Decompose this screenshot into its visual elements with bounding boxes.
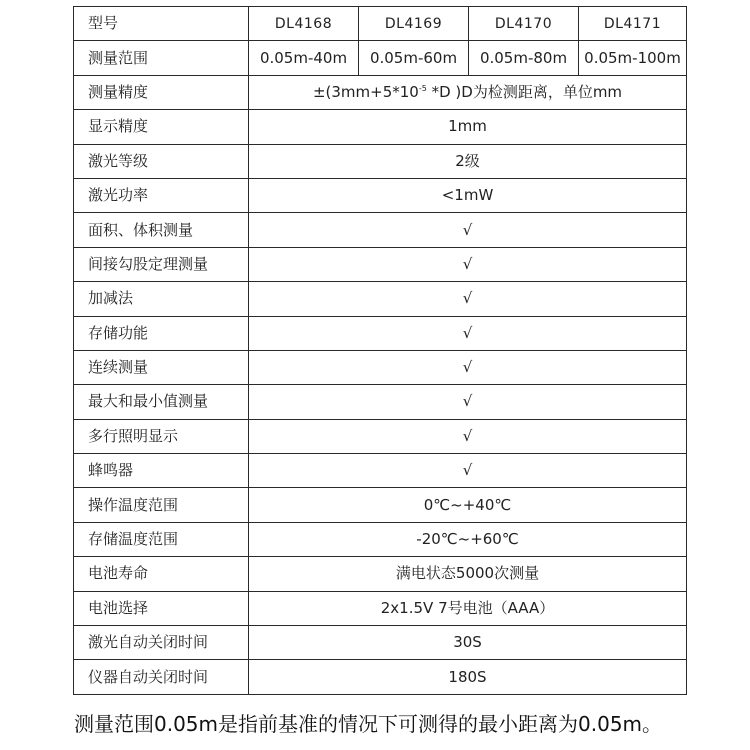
- row-label: 多行照明显示: [74, 419, 249, 453]
- table-row: [74, 282, 687, 316]
- model-dl4170: DL4170: [469, 7, 579, 41]
- range-dl4170: 0.05m-80m: [469, 41, 579, 75]
- row-value: 满电状态5000次测量: [249, 557, 687, 591]
- row-value: 180S: [249, 660, 687, 694]
- table-row-range: [74, 41, 687, 75]
- table-row: [74, 144, 687, 178]
- table-row: [74, 213, 687, 247]
- table-row: [74, 385, 687, 419]
- table-row: [74, 626, 687, 660]
- table-row: [74, 591, 687, 625]
- model-dl4171: DL4171: [579, 7, 687, 41]
- table-row: [74, 316, 687, 350]
- row-label-model: 型号: [74, 7, 249, 41]
- row-label: 加减法: [74, 282, 249, 316]
- row-label: 电池选择: [74, 591, 249, 625]
- row-value: √: [249, 247, 687, 281]
- accuracy-prefix: ±(3mm+5*10: [312, 82, 419, 101]
- row-label: 电池寿命: [74, 557, 249, 591]
- row-value: 1mm: [249, 110, 687, 144]
- row-label-range: 测量范围: [74, 41, 249, 75]
- table-row: [74, 522, 687, 556]
- accuracy-value: [249, 75, 687, 109]
- table-row: [74, 350, 687, 384]
- row-label: 显示精度: [74, 110, 249, 144]
- table-row: [74, 454, 687, 488]
- accuracy-suffix: *D )D为检测距离，单位mm: [426, 82, 623, 101]
- table-row: [74, 419, 687, 453]
- table-row-model: [74, 7, 687, 41]
- spec-table: [73, 6, 687, 695]
- row-value: 2级: [249, 144, 687, 178]
- table-row: [74, 488, 687, 522]
- table-row-accuracy: [74, 75, 687, 109]
- row-value: 0℃~+40℃: [249, 488, 687, 522]
- model-dl4168: DL4168: [249, 7, 359, 41]
- row-value: √: [249, 385, 687, 419]
- row-label-accuracy: 测量精度: [74, 75, 249, 109]
- row-label: 存储功能: [74, 316, 249, 350]
- row-value: √: [249, 316, 687, 350]
- footnote: 测量范围0.05m是指前基准的情况下可测得的最小距离为0.05m。: [74, 712, 663, 736]
- row-value: <1mW: [249, 178, 687, 212]
- row-label: 仪器自动关闭时间: [74, 660, 249, 694]
- row-label: 面积、体积测量: [74, 213, 249, 247]
- range-dl4168: 0.05m-40m: [249, 41, 359, 75]
- row-value: 2x1.5V 7号电池（AAA）: [249, 591, 687, 625]
- accuracy-exponent: -5: [418, 83, 427, 93]
- row-value: √: [249, 213, 687, 247]
- row-label: 操作温度范围: [74, 488, 249, 522]
- row-label: 最大和最小值测量: [74, 385, 249, 419]
- row-label: 激光自动关闭时间: [74, 626, 249, 660]
- row-label: 连续测量: [74, 350, 249, 384]
- table-row: [74, 557, 687, 591]
- table-row: [74, 178, 687, 212]
- row-label: 激光等级: [74, 144, 249, 178]
- row-value: √: [249, 454, 687, 488]
- row-value: √: [249, 350, 687, 384]
- row-value: -20℃~+60℃: [249, 522, 687, 556]
- table-row: [74, 247, 687, 281]
- range-dl4169: 0.05m-60m: [359, 41, 469, 75]
- row-value: √: [249, 419, 687, 453]
- row-label: 存储温度范围: [74, 522, 249, 556]
- row-label: 激光功率: [74, 178, 249, 212]
- range-dl4171: 0.05m-100m: [579, 41, 687, 75]
- row-value: 30S: [249, 626, 687, 660]
- table-row: [74, 110, 687, 144]
- model-dl4169: DL4169: [359, 7, 469, 41]
- row-value: √: [249, 282, 687, 316]
- spec-table-body: [74, 7, 687, 695]
- table-row: [74, 660, 687, 694]
- row-label: 蜂鸣器: [74, 454, 249, 488]
- row-label: 间接勾股定理测量: [74, 247, 249, 281]
